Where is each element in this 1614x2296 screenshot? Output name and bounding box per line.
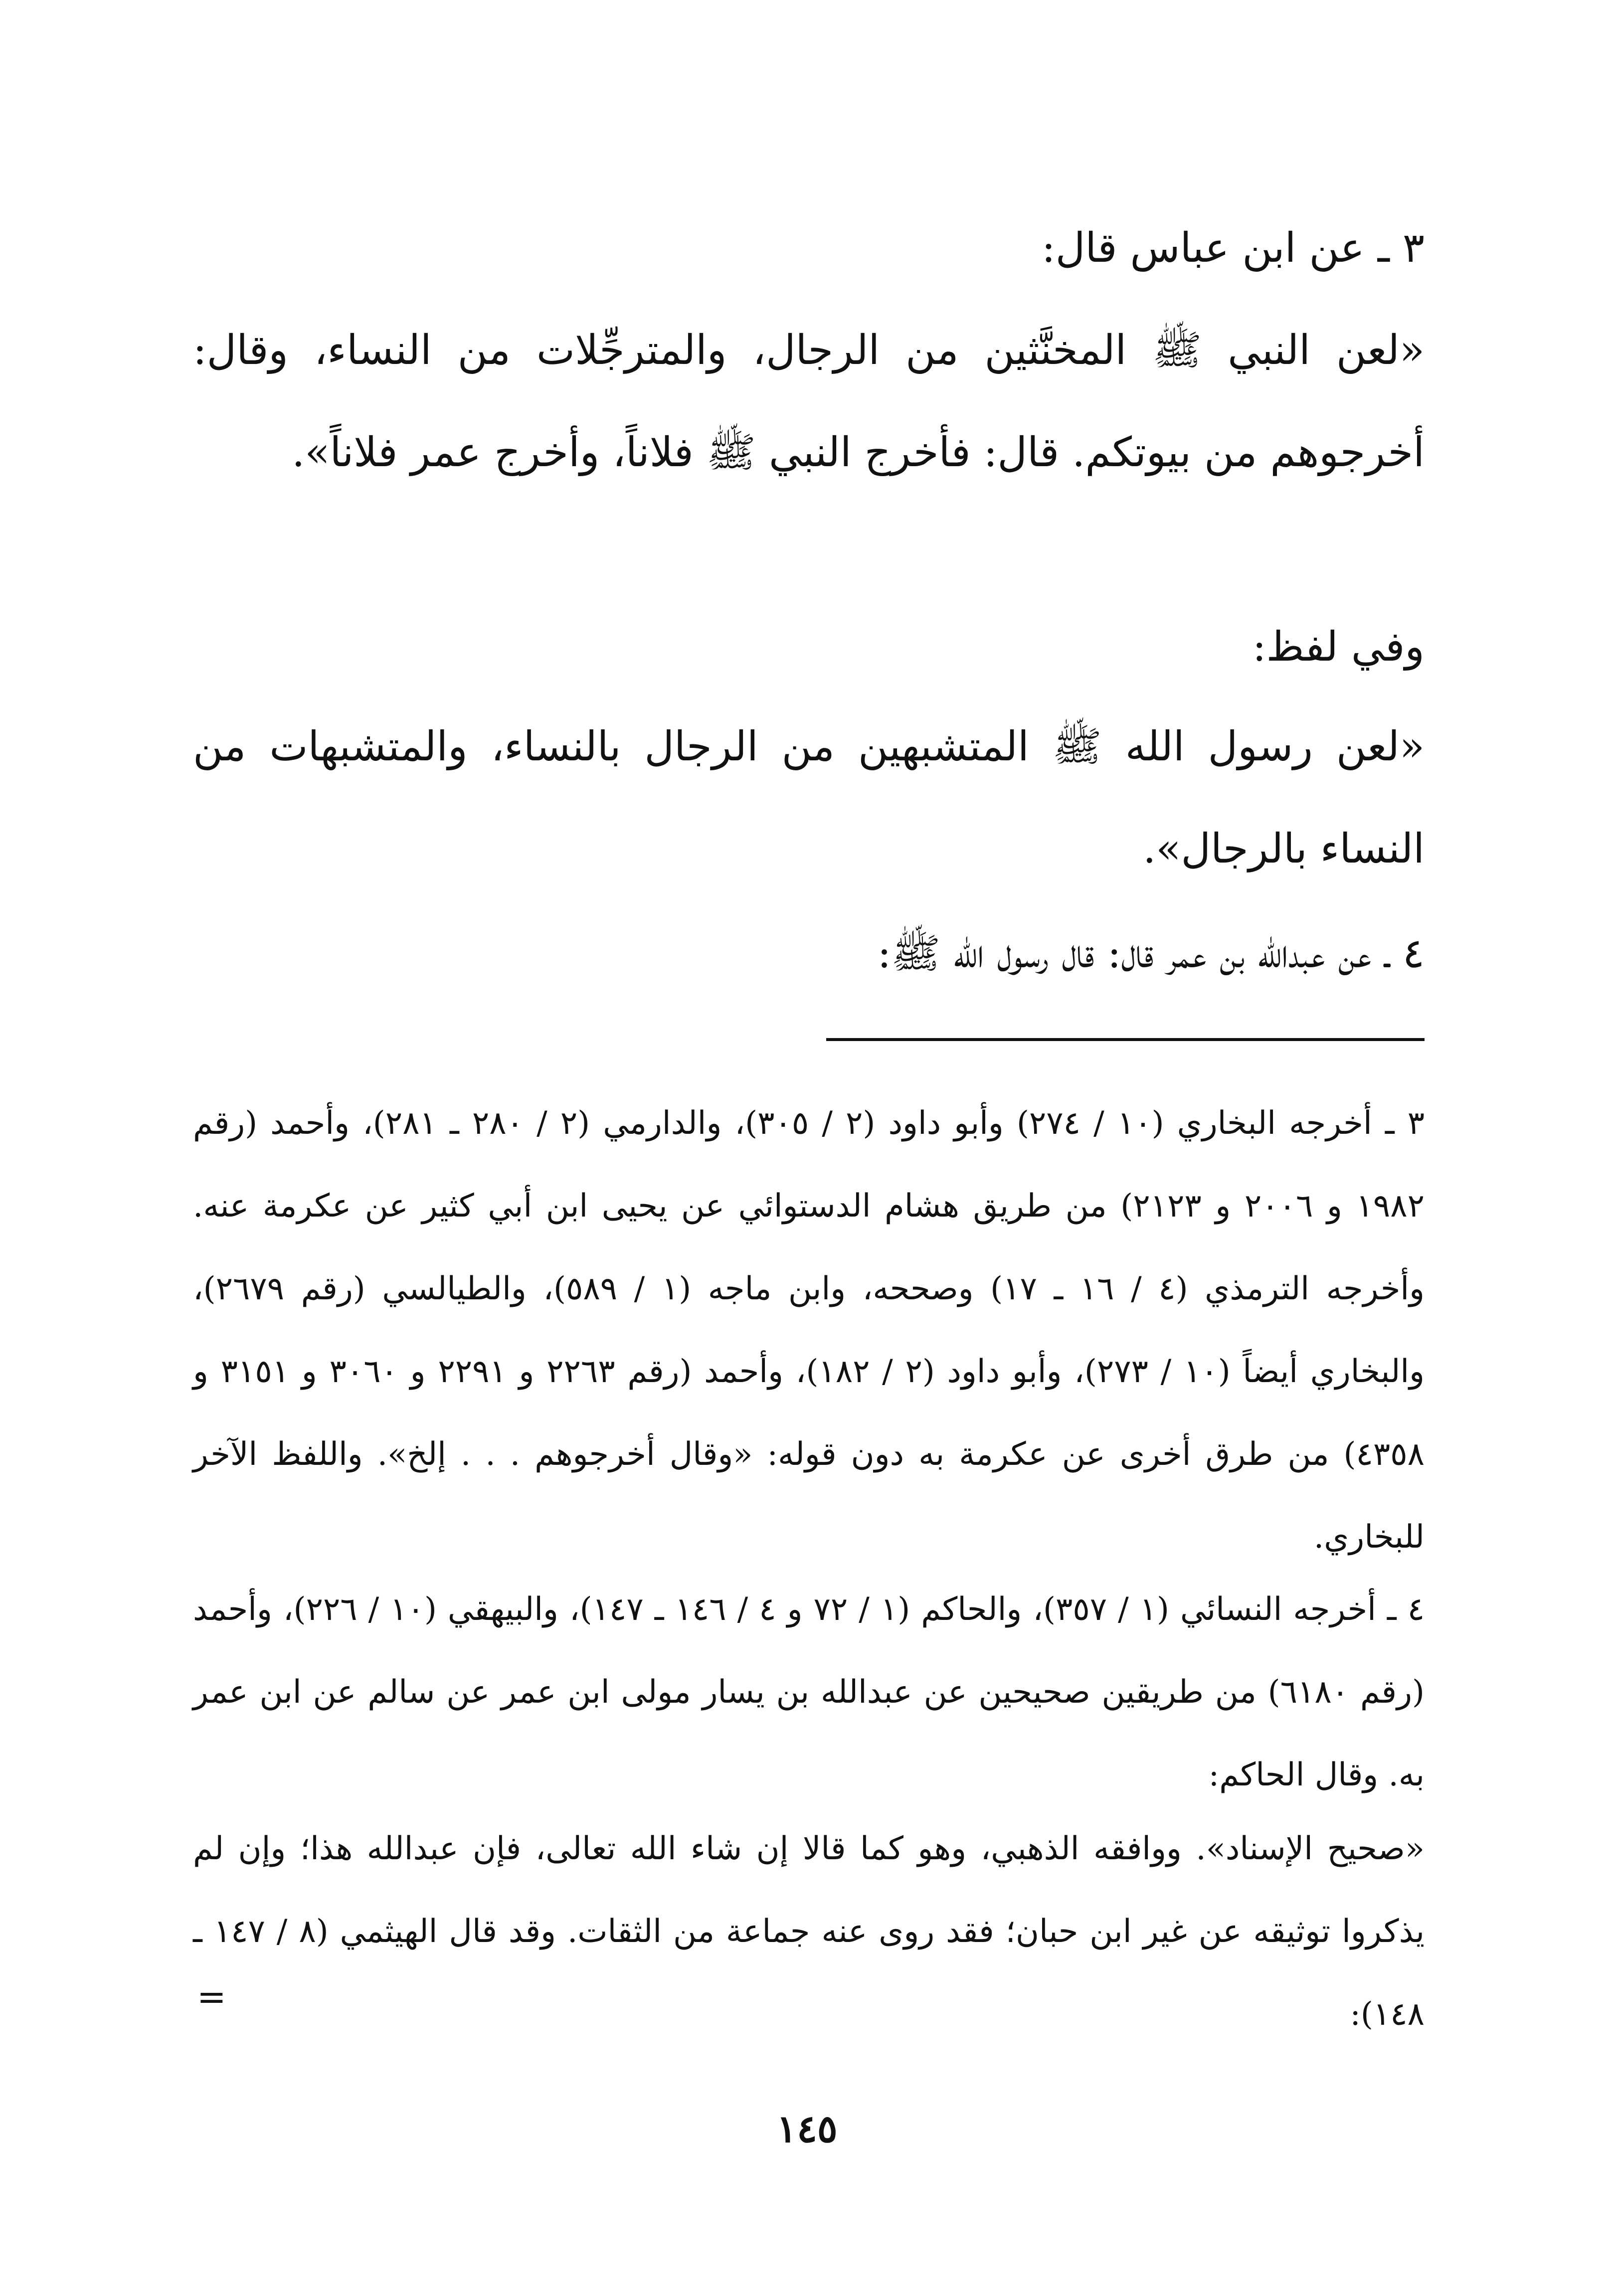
footnote-separator <box>826 1038 1425 1041</box>
hadith-3-text: «لعن النبي ﷺ المخنَّثين من الرجال، والمترجِّلات من النساء، وقال: أخرجوهم من بيوتكم. قال: فأخرج النبي ﷺ فلاناً، وأخرج عمر فلاناً». <box>193 327 1425 476</box>
alternate-wording-heading: وفي لفظ: <box>1252 623 1425 671</box>
continuation-mark: = <box>197 1976 226 2017</box>
footnote-4-continuation: «صحيح الإسناد». ووافقه الذهبي، وهو كما قالا إن شاء الله تعالى، فإن عبدالله هذا؛ وإن لم يذكروا توثيقه عن غير ابن حبان؛ فقد روى عنه جماعة من الثقات. وقد قال الهيثمي (٨ / ١٤٧ ـ ١٤٨): <box>193 1830 1425 2033</box>
footnote-3: ٣ ـ أخرجه البخاري (١٠ / ٢٧٤) وأبو داود (٢ / ٣٠٥)، والدارمي (٢ / ٢٨٠ ـ ٢٨١)، وأحمد (رقم ١٩٨٢ و ٢٠٠٦ و ٢١٢٣) من طريق هشام الدستوائي عن يحيى ابن أبي كثير عن عكرمة عنه. وأخرجه الترمذي (٤ / ١٦ ـ ١٧) وصححه، وابن ماجه (١ / ٥٨٩)، والطيالسي (رقم ٢٦٧٩)، والبخاري أيضاً (١٠ / ٢٧٣)، وأبو داود (٢ / ١٨٢)، وأحمد (رقم ٢٢٦٣ و ٢٢٩١ و ٣٠٦٠ و ٣١٥١ و ٤٣٥٨) من طرق أخرى عن عكرمة به دون قوله: «وقال أخرجوهم . . . إلخ». واللفظ الآخر للبخاري. <box>193 1105 1425 1556</box>
hadith-3-heading: ٣ ـ عن ابن عباس قال: <box>1042 224 1425 272</box>
footnote-4: ٤ ـ أخرجه النسائي (١ / ٣٥٧)، والحاكم (١ / ٧٢ و ٤ / ١٤٦ ـ ١٤٧)، والبيهقي (١٠ / ٢٢٦)، وأحمد (رقم ٦١٨٠) من طريقين صحيحين عن عبدالله بن يسار مولى ابن عمر عن سالم عن ابن عمر به. وقال الحاكم: <box>193 1591 1425 1793</box>
hadith-3-alternate-text: «لعن رسول الله ﷺ المتشبهين من الرجال بالنساء، والمتشبهات من النساء بالرجال». <box>193 723 1425 873</box>
page-number: ١٤٥ <box>776 2107 838 2151</box>
hadith-4-heading: ٤ ـ عن عبدالله بن عمر قال: قال رسول الله ﷺ: <box>877 930 1425 977</box>
